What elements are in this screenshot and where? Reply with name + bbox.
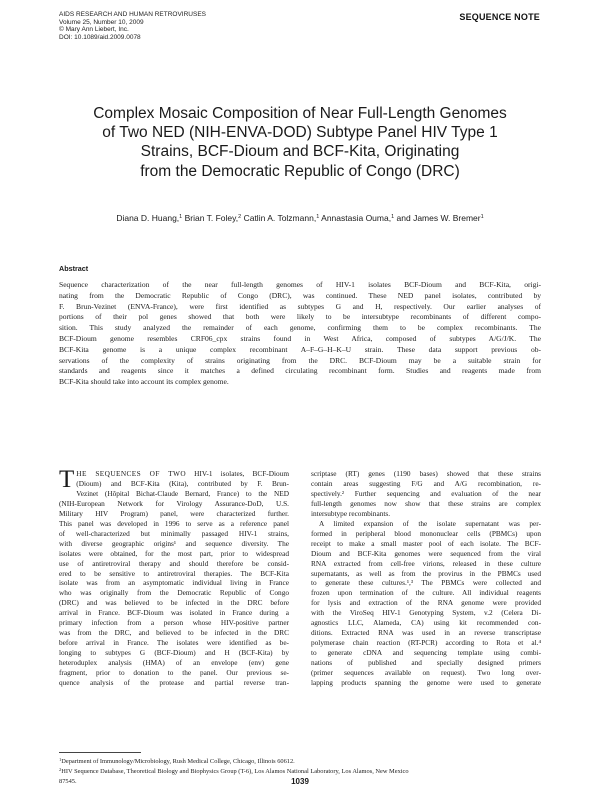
- author-name: and James W. Bremer: [396, 213, 481, 223]
- body-line: [59, 469, 289, 479]
- body-line: of well-characterized but minimally passaged HIV-1 strains,: [59, 528, 289, 538]
- body-line: who was originally from the Democratic Republic of Congo: [59, 588, 289, 598]
- body-line: receipt to make a small master pool of each isolate. The BCF-: [311, 538, 541, 548]
- article-title: [50, 104, 550, 181]
- author-list: [40, 213, 560, 223]
- body-line: for lysis and extraction of the RNA genome were provided: [311, 598, 541, 608]
- body-line: fragment, prior to donation to the panel. Our previous se-: [59, 668, 289, 678]
- author-affiliation: 1: [316, 214, 320, 220]
- body-line: supernatants, as well as from the provirus in the PBMCs used: [311, 568, 541, 578]
- body-line: nations of published and specially designed primers: [311, 658, 541, 668]
- body-column-right: [311, 469, 541, 688]
- body-line: isolates were obtained, for the most part, prior to widespread: [59, 548, 289, 558]
- lead-rest: HIV-1 isolates, BCF-Dioum: [186, 469, 289, 478]
- body-line: before arrival in France. The isolates were identified as be-: [59, 638, 289, 648]
- journal-doi: DOI: 10.1089/aid.2009.0078: [59, 33, 141, 41]
- abstract-heading: Abstract: [59, 264, 89, 273]
- body-line: with diverse geographic origins¹ and sequence diversity. The: [59, 538, 289, 548]
- body-line: frozen upon termination of the culture. All individual reagents: [311, 588, 541, 598]
- body-line: heteroduplex analysis (HMA) of an envelope (env) gene: [59, 658, 289, 668]
- page-number: 1039: [291, 777, 309, 786]
- journal-info: [59, 11, 206, 41]
- body-column-left: [59, 466, 289, 688]
- footnote-divider: [59, 752, 141, 753]
- body-line: (DRC) and was believed to be infected in the DRC before: [59, 598, 289, 608]
- footnote-mark: 1: [59, 757, 62, 762]
- abstract-line: sition. This study analyzed the remainder of each genome, confirming them to be complex recombinants. The: [59, 323, 541, 333]
- abstract-line: BCF-Kita genome is a unique complex recombinant A–F–G–H–K–U strain. These data support previous ob-: [59, 344, 541, 354]
- footnote-mark: 2: [59, 766, 62, 772]
- journal-name: AIDS RESEARCH AND HUMAN RETROVIRUSES: [59, 11, 206, 18]
- body-line: A limited expansion of the isolate supernatant was per-: [319, 518, 541, 528]
- author-name: Catlin A. Tolzmann,: [243, 213, 317, 223]
- body-line: use of antiretroviral therapy and should therefore be consid-: [59, 558, 289, 568]
- body-line: Military HIV Program) panel, were characterized further.: [59, 508, 289, 518]
- body-line: This panel was developed in 1996 to serve as a reference panel: [59, 518, 289, 528]
- author-affiliation: 1: [480, 214, 484, 220]
- author-affiliation: 1: [391, 214, 395, 220]
- body-line: intersubtype recombinants.: [311, 508, 391, 518]
- body-line: (Dioum) and BCF-Kita (Kita), contributed by F. Brun-: [76, 478, 289, 488]
- body-line: (NIH-European Network for Virology Assurance-DoD, U.S.: [59, 498, 289, 508]
- section-label: SEQUENCE NOTE: [459, 12, 540, 22]
- body-line: lapping products spanning the genome were used to generate: [311, 678, 541, 688]
- body-line: ered to be sensitive to antiretroviral therapies. The BCF-Kita: [59, 568, 289, 578]
- abstract-line: Sequence characterization of the near full-length genomes of HIV-1 isolates BCF-Dioum and BCF-Kita, origi-: [59, 280, 541, 289]
- body-line: to generate these cultures.¹,³ The PBMCs were collected and: [311, 578, 541, 588]
- journal-copyright: © Mary Ann Liebert, Inc.: [59, 26, 129, 34]
- abstract-body: [59, 280, 541, 388]
- footnote-text: HIV Sequence Database, Theoretical Biology and Biophysics Group (T-6), Los Alamos National Laboratory, Los Alamos, New Mexico: [61, 767, 409, 775]
- body-line: quence analysis of the protease and partial reverse tran-: [59, 678, 289, 688]
- body-line: RNA extracted from cell-free virions, released in these culture: [311, 558, 541, 568]
- body-line: agnostics LLC, Alameda, CA) using kit recommended con-: [311, 618, 541, 628]
- title-line: from the Democratic Republic of Congo (DRC): [140, 162, 460, 180]
- abstract-line: F. Brun-Vezinet (ENVA-France), were first identified as subtypes G and H, respectively. Our earlier analyses of: [59, 301, 541, 311]
- abstract-line: BCF-Dioum genome resembles CRF06_cpx strains found in West Africa, composed of subtypes A/G/J/K. The: [59, 333, 541, 343]
- body-line: Vezinet (Hôpital Bichat-Claude Bernard, France) to the NED: [76, 488, 289, 498]
- title-line: Strains, BCF-Dioum and BCF-Kita, Originating: [140, 143, 460, 161]
- title-line: of Two NED (NIH-ENVA-DOD) Subtype Panel HIV Type 1: [102, 124, 498, 142]
- title-line: Complex Mosaic Composition of Near Full-Length Genomes: [93, 105, 507, 122]
- lead-smallcaps: HE SEQUENCES OF TWO: [76, 469, 186, 478]
- body-line: isolate was from an asymptomatic individual living in France: [59, 578, 289, 588]
- body-line: polymerase chain reaction (RT-PCR) according to Rota et al.⁴: [311, 638, 541, 648]
- author-name: Brian T. Foley,: [184, 213, 239, 223]
- footnote-text: 87545.: [59, 777, 77, 785]
- body-line: arrival in France. BCF-Dioum was isolated in France during a: [59, 608, 289, 618]
- abstract-line: BCF-Kita should take into account its complex genome.: [59, 377, 229, 387]
- body-line: was from the DRC, and believed to be infected in the DRC: [59, 628, 289, 638]
- abstract-line: standards and reagents since it matches a defined circulating recombinant form. Studies and reagents made from: [59, 366, 541, 376]
- body-line: primary infection from a person whose HIV-positive partner: [59, 618, 289, 628]
- abstract-line: servations of the complexity of strains originating from the DRC. BCF-Dioum may be a suitable strain for: [59, 355, 541, 365]
- body-line: with the ViroSeq HIV-1 Genotyping System, v.2 (Celera Di-: [311, 608, 541, 618]
- body-line: spectively.² Further sequencing and evaluation of the near: [311, 488, 541, 498]
- author-affiliation: 2: [238, 214, 242, 220]
- body-line: ditions. Extracted RNA was used in an reverse transcriptase: [311, 628, 541, 638]
- footnote: [59, 766, 541, 776]
- author-name: Diana D. Huang,: [116, 213, 180, 223]
- abstract-line: portions of their pol genes showed that both were likely to be intersubtype recombinants of different compo-: [59, 312, 541, 322]
- body-line: Dioum and BCF-Kita genomes were sequenced from the viral: [311, 548, 541, 558]
- body-line: formed in peripheral blood mononuclear cells (PBMCs) upon: [311, 528, 541, 538]
- footnote-text: Department of Immunology/Microbiology, Rush Medical College, Chicago, Illinois 60612.: [61, 758, 295, 765]
- drop-cap: T: [59, 466, 75, 493]
- body-line: contain areas suggesting F/G and A/G recombination, re-: [311, 478, 541, 488]
- journal-volume: Volume 25, Number 10, 2009: [59, 18, 144, 26]
- body-line: scriptase (RT) genes (1190 bases) showed that these strains: [311, 469, 541, 478]
- footnote: [59, 756, 541, 766]
- body-line: longing to subtypes G (BCF-Dioum) and H (BCF-Kita) by: [59, 648, 289, 658]
- author-name: Annastasia Ouma,: [321, 213, 392, 223]
- author-affiliation: 1: [179, 214, 183, 220]
- abstract-line: nating from the Democratic Republic of Congo (DRC), was continued. These NED panel isolates, contributed by: [59, 290, 541, 300]
- body-line: (primer sequences available on request). Two long over-: [311, 668, 541, 678]
- body-line: to generate cDNA and sequencing template using combi-: [311, 648, 541, 658]
- body-line: full-length genomes now show that these strains are complex: [311, 498, 541, 508]
